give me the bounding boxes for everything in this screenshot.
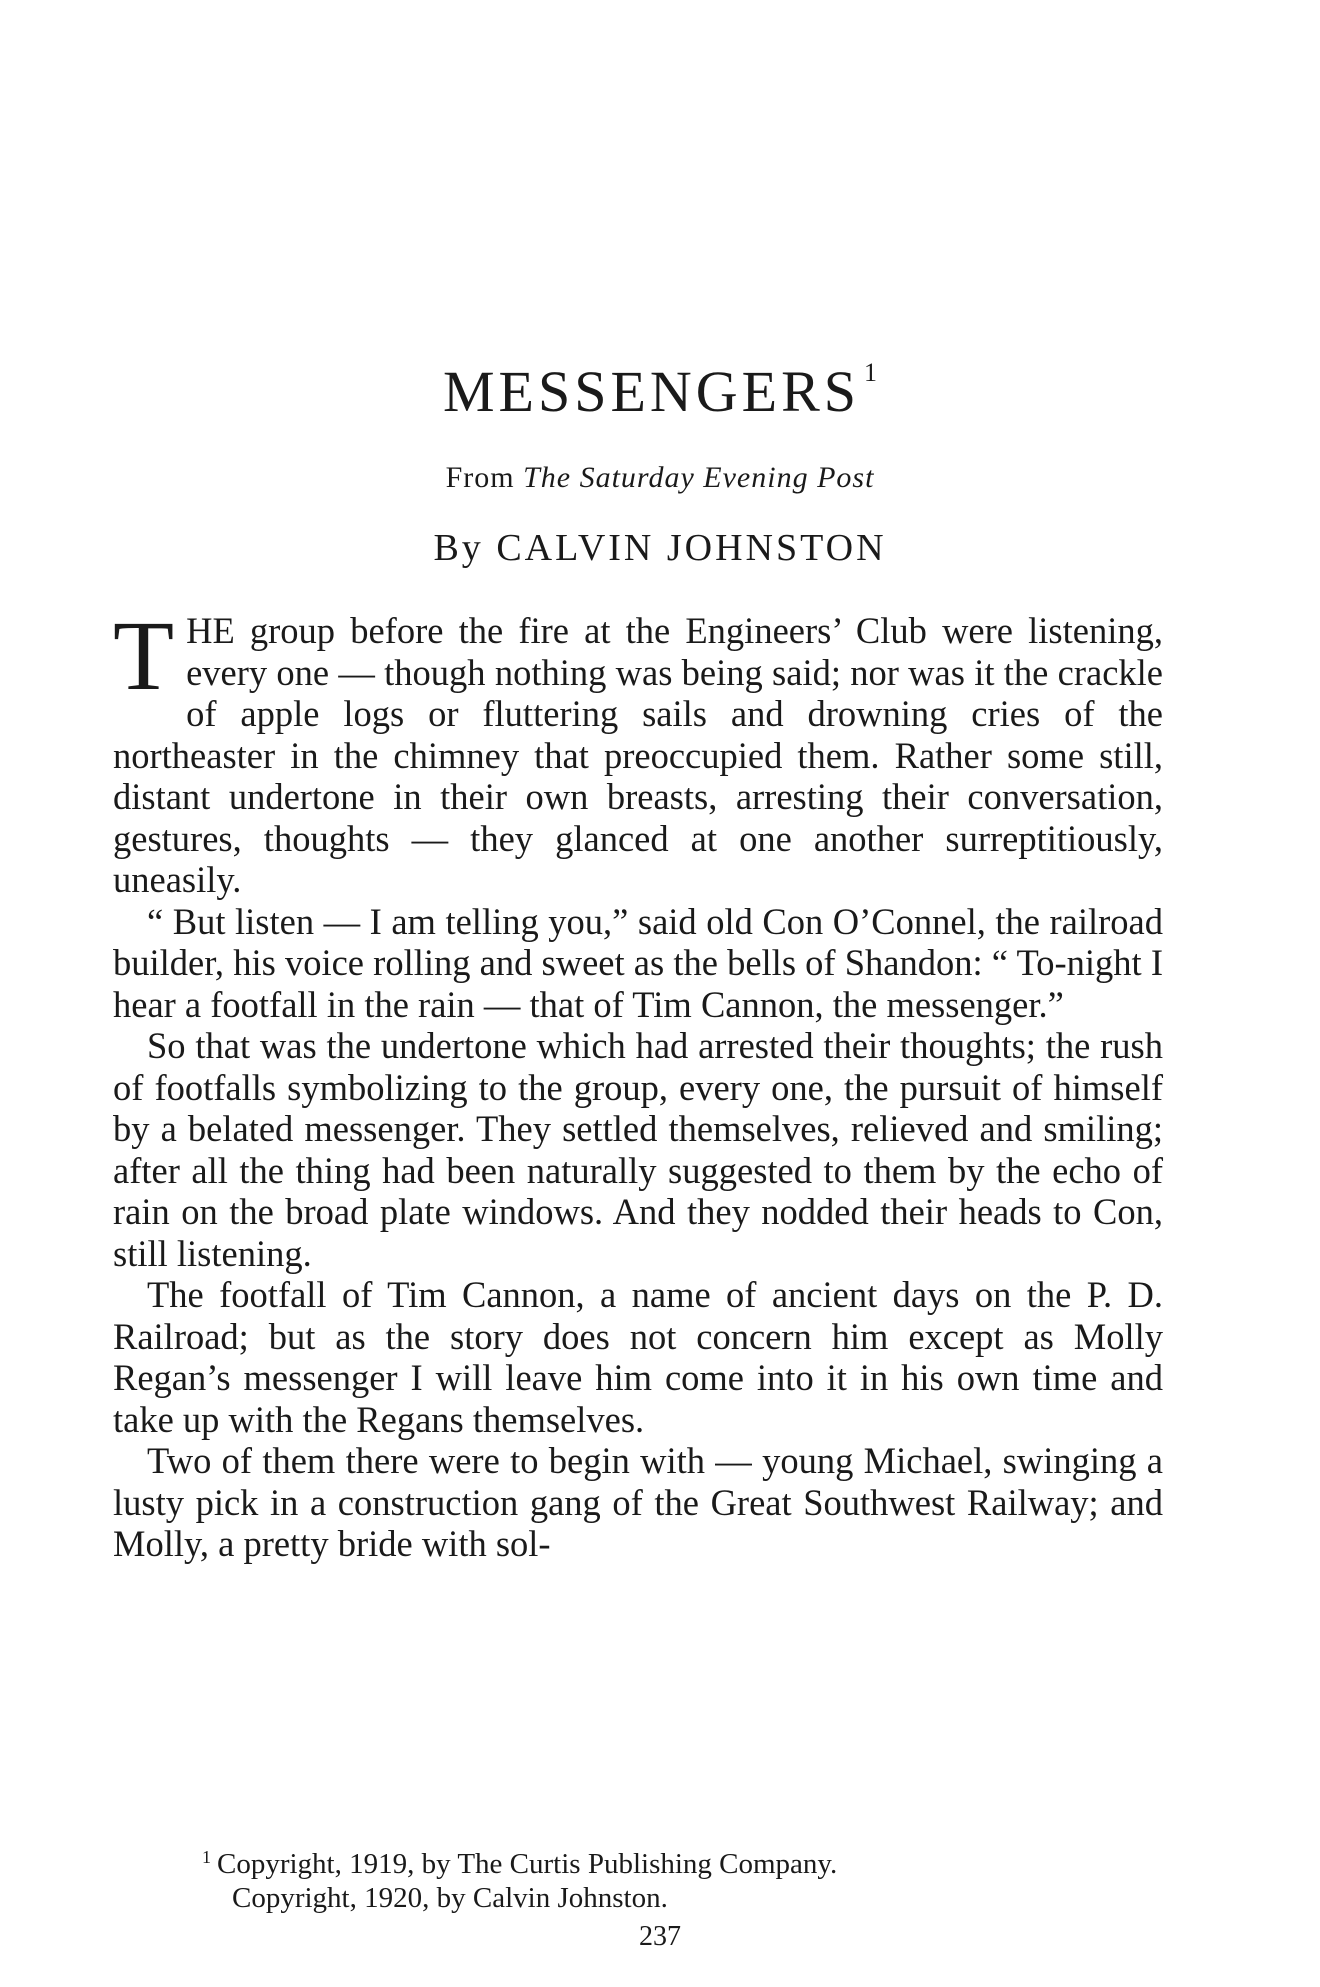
byline xyxy=(0,524,1320,572)
story-text xyxy=(113,600,1163,1565)
paragraph-5: Two of them there were to begin with — young Michael, swinging a lusty pick in a construction gang of the Great Southwest Railway; and Molly, a pretty bride with sol- xyxy=(113,1440,1163,1564)
source-line xyxy=(0,458,1320,498)
drop-cap: T xyxy=(113,600,175,711)
chapter-title xyxy=(0,338,1320,427)
footnote-line-2: Copyright, 1920, by Calvin Johnston. xyxy=(232,1882,668,1914)
footnote xyxy=(202,1840,1102,1915)
publication-name: The Saturday Evening Post xyxy=(523,461,875,494)
footnote-mark: 1 xyxy=(202,1847,211,1867)
footnote-reference: 1 xyxy=(864,358,878,387)
page-number: 237 xyxy=(639,1921,681,1952)
paragraph-2: “ But listen — I am telling you,” said old Con O’Connel, the railroad builder, his voice rolling and sweet as the bells of Shandon: “ To-night I hear a footfall in the rain — that of Tim Cannon, the messenger.” xyxy=(113,900,1163,1025)
paragraph-1-text: HE group before the fire at the Engineers’ Club were listening, every one — though nothing was being said; nor was it the crackle of apple logs or fluttering sails and drowning cries of the northeaster in the chimney that preoccupied them. Rather some still, distant undertone in their own breasts, arresting their conversation, gestures, thoughts — they glanced at one another surreptitiously, uneasily. xyxy=(113,610,1163,900)
paragraph-1 xyxy=(113,600,1163,901)
footnote-line-1 xyxy=(202,1840,1102,1881)
byline-by: By xyxy=(433,527,484,569)
source-prefix: From xyxy=(445,461,515,494)
footnote-text-1: Copyright, 1919, by The Curtis Publishing Company. xyxy=(217,1848,838,1880)
paragraph-3: So that was the undertone which had arrested their thoughts; the rush of footfalls symbolizing to the group, every one, the pursuit of himself by a belated messenger. They settled themselves, relieved and smiling; after all the thing had been naturally suggested to them by the echo of rain on the broad plate windows. And they nodded their heads to Con, still listening. xyxy=(113,1025,1163,1274)
paragraph-4: The footfall of Tim Cannon, a name of ancient days on the P. D. Railroad; but as the story does not concern him except as Molly Regan’s messenger I will leave him come into it in his own time and take up with the Regans themselves. xyxy=(113,1274,1163,1440)
author-name: CALVIN JOHNSTON xyxy=(496,527,887,569)
chapter-title-text: MESSENGERS xyxy=(442,359,861,424)
